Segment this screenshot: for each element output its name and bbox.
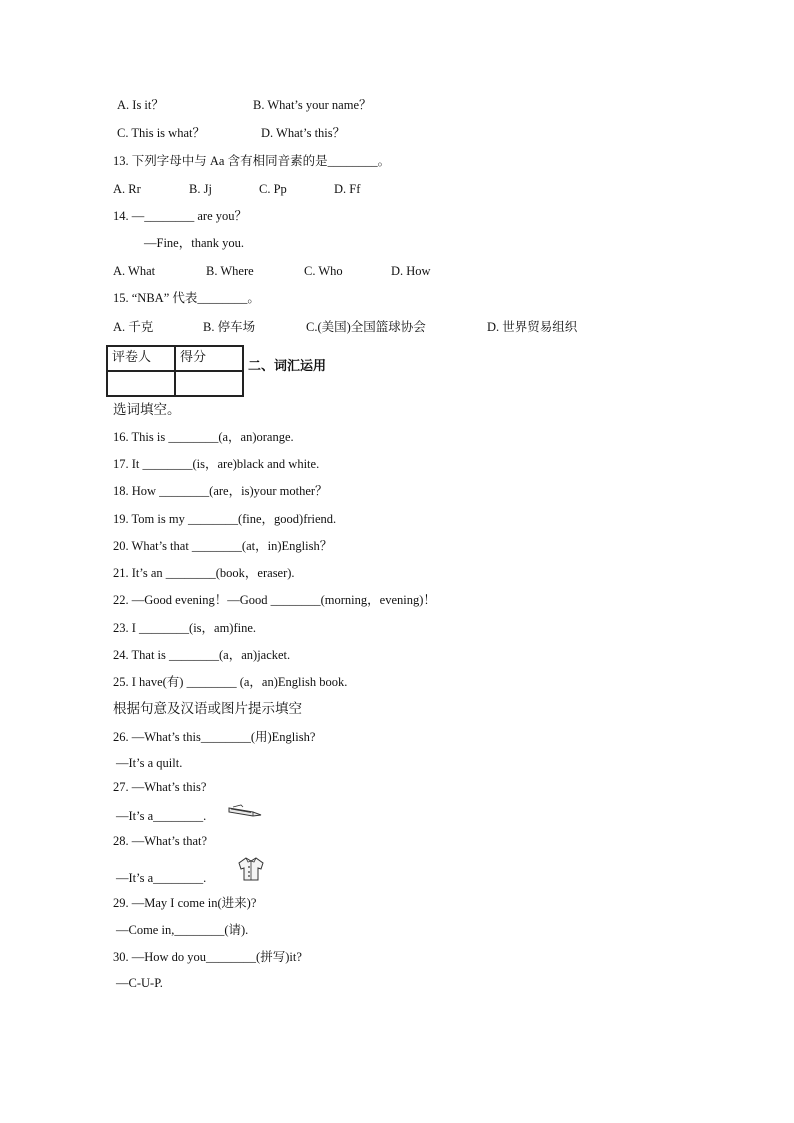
q15-option-b: B. 停车场 xyxy=(203,320,256,334)
q14-option-a: A. What xyxy=(113,264,156,278)
question-30: 30. —How do you________(拼写)it? xyxy=(113,950,302,964)
q28-reply: —It’s a________. xyxy=(116,871,207,885)
q15-option-a: A. 千克 xyxy=(113,320,154,334)
question-17: 17. It ________(is，are)black and white. xyxy=(113,457,320,471)
question-22: 22. —Good evening！—Good ________(morning，evening)！ xyxy=(113,593,436,607)
q12-option-a: A. Is it？ xyxy=(117,98,164,112)
q26-reply: —It’s a quilt. xyxy=(116,756,183,770)
grader-label: 评卷人 xyxy=(107,346,175,371)
q12-option-b: B. What’s your name？ xyxy=(253,98,372,112)
section-title: 二、词汇运用 xyxy=(248,359,327,374)
q30-reply: —C-U-P. xyxy=(116,976,163,990)
question-27: 27. —What’s this? xyxy=(113,780,207,794)
grader-cell xyxy=(107,371,175,396)
q15-option-d: D. 世界贸易组织 xyxy=(487,320,578,334)
question-13: 13. 下列字母中与 Aa 含有相同音素的是________。 xyxy=(113,154,391,168)
score-table xyxy=(106,345,244,397)
question-28: 28. —What’s that? xyxy=(113,834,208,848)
question-18: 18. How ________(are，is)your mother？ xyxy=(113,484,328,498)
q29-reply: —Come in,________(请). xyxy=(116,923,249,937)
question-26: 26. —What’s this________(用)English? xyxy=(113,730,316,744)
question-16: 16. This is ________(a，an)orange. xyxy=(113,430,294,444)
q13-option-b: B. Jj xyxy=(189,182,212,196)
q15-option-c: C.(美国)全国篮球协会 xyxy=(306,320,426,334)
q14-option-b: B. Where xyxy=(206,264,254,278)
instruction-fill-hints: 根据句意及汉语或图片提示填空 xyxy=(113,701,302,716)
q14-reply: —Fine，thank you. xyxy=(144,236,244,250)
question-15: 15. “NBA” 代表________。 xyxy=(113,291,260,305)
q12-option-d: D. What’s this？ xyxy=(261,126,346,140)
q14-option-d: D. How xyxy=(391,264,431,278)
question-19: 19. Tom is my ________(fine，good)friend. xyxy=(113,512,337,526)
question-25: 25. I have(有) ________ (a，an)English book. xyxy=(113,675,348,689)
score-label: 得分 xyxy=(175,346,243,371)
q13-option-c: C. Pp xyxy=(259,182,287,196)
question-14: 14. —________ are you？ xyxy=(113,209,248,223)
score-cell xyxy=(175,371,243,396)
q27-reply: —It’s a________. xyxy=(116,809,207,823)
q12-option-c: C. This is what？ xyxy=(117,126,205,140)
question-21: 21. It’s an ________(book，eraser). xyxy=(113,566,295,580)
q13-option-d: D. Ff xyxy=(334,182,361,196)
q13-option-a: A. Rr xyxy=(113,182,141,196)
question-29: 29. —May I come in(进来)? xyxy=(113,896,257,910)
instruction-choose-words: 选词填空。 xyxy=(113,402,181,417)
question-20: 20. What’s that ________(at，in)English？ xyxy=(113,539,333,553)
question-24: 24. That is ________(a，an)jacket. xyxy=(113,648,291,662)
pen-picture-icon xyxy=(227,803,267,819)
jacket-picture-icon xyxy=(236,855,266,883)
q14-option-c: C. Who xyxy=(304,264,343,278)
question-23: 23. I ________(is，am)fine. xyxy=(113,621,257,635)
